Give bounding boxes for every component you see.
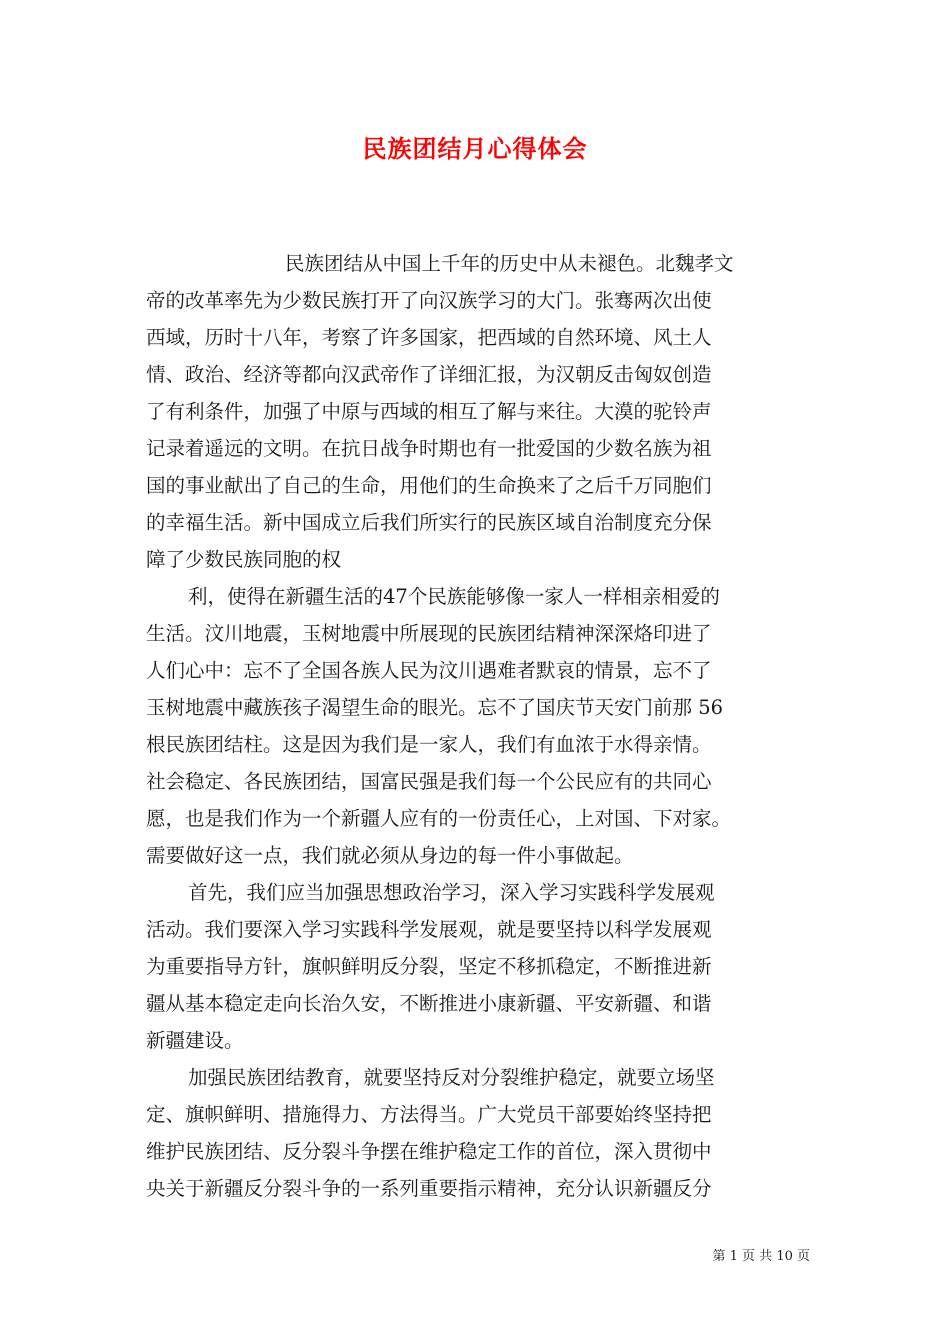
text-line: 利，使得在新疆生活的47个民族能够像一家人一样相亲相爱的 — [188, 585, 720, 608]
text-line: 人们心中：忘不了全国各族人民为汶川遇难者默哀的情景，忘不了 — [146, 659, 712, 682]
text-line: 障了少数民族同胞的权 — [146, 548, 342, 571]
text-line: 生活。汶川地震，玉树地震中所展现的民族团结精神深深烙印进了 — [146, 622, 712, 645]
page-number: 第 1 页 共 10 页 — [712, 1249, 810, 1264]
text-line: 根民族团结柱。这是因为我们是一家人，我们有血浓于水得亲情。 — [146, 733, 712, 756]
document-title: 民族团结月心得体会 — [362, 134, 588, 163]
text-line: 西域，历时十八年，考察了许多国家，把西域的自然环境、风土人 — [146, 326, 712, 349]
text-line: 为重要指导方针，旗帜鲜明反分裂，坚定不移抓稳定，不断推进新 — [146, 955, 712, 978]
text-line: 新疆建设。 — [146, 1029, 244, 1052]
text-line: 定、旗帜鲜明、措施得力、方法得当。广大党员干部要始终坚持把 — [146, 1103, 712, 1126]
text-line: 了有利条件，加强了中原与西域的相互了解与来往。大漠的驼铃声 — [146, 400, 712, 423]
text-line: 民族团结从中国上千年的历史中从未褪色。北魏孝文 — [285, 252, 734, 275]
text-line: 维护民族团结、反分裂斗争摆在维护稳定工作的首位，深入贯彻中 — [146, 1140, 712, 1163]
text-line: 央关于新疆反分裂斗争的一系列重要指示精神，充分认识新疆反分 — [146, 1177, 712, 1200]
text-line: 国的事业献出了自己的生命，用他们的生命换来了之后千万同胞们 — [146, 474, 712, 497]
text-line: 首先，我们应当加强思想政治学习，深入学习实践科学发展观 — [188, 881, 715, 904]
text-line: 记录着遥远的文明。在抗日战争时期也有一批爱国的少数名族为祖 — [146, 437, 712, 460]
text-line: 愿，也是我们作为一个新疆人应有的一份责任心，上对国、下对家。 — [146, 807, 732, 830]
text-line: 需要做好这一点，我们就必须从身边的每一件小事做起。 — [146, 844, 634, 867]
text-line: 帝的改革率先为少数民族打开了向汉族学习的大门。张骞两次出使 — [146, 289, 712, 312]
text-line: 情、政治、经济等都向汉武帝作了详细汇报，为汉朝反击匈奴创造 — [146, 363, 712, 386]
text-line: 社会稳定、各民族团结，国富民强是我们每一个公民应有的共同心 — [146, 770, 712, 793]
text-line: 玉树地震中藏族孩子渴望生命的眼光。忘不了国庆节天安门前那 56 — [146, 696, 724, 719]
text-line: 加强民族团结教育，就要坚持反对分裂维护稳定，就要立场坚 — [188, 1066, 715, 1089]
text-line: 活动。我们要深入学习实践科学发展观，就是要坚持以科学发展观 — [146, 918, 712, 941]
text-line: 疆从基本稳定走向长治久安，不断推进小康新疆、平安新疆、和谐 — [146, 992, 712, 1015]
text-line: 的幸福生活。新中国成立后我们所实行的民族区域自治制度充分保 — [146, 511, 712, 534]
